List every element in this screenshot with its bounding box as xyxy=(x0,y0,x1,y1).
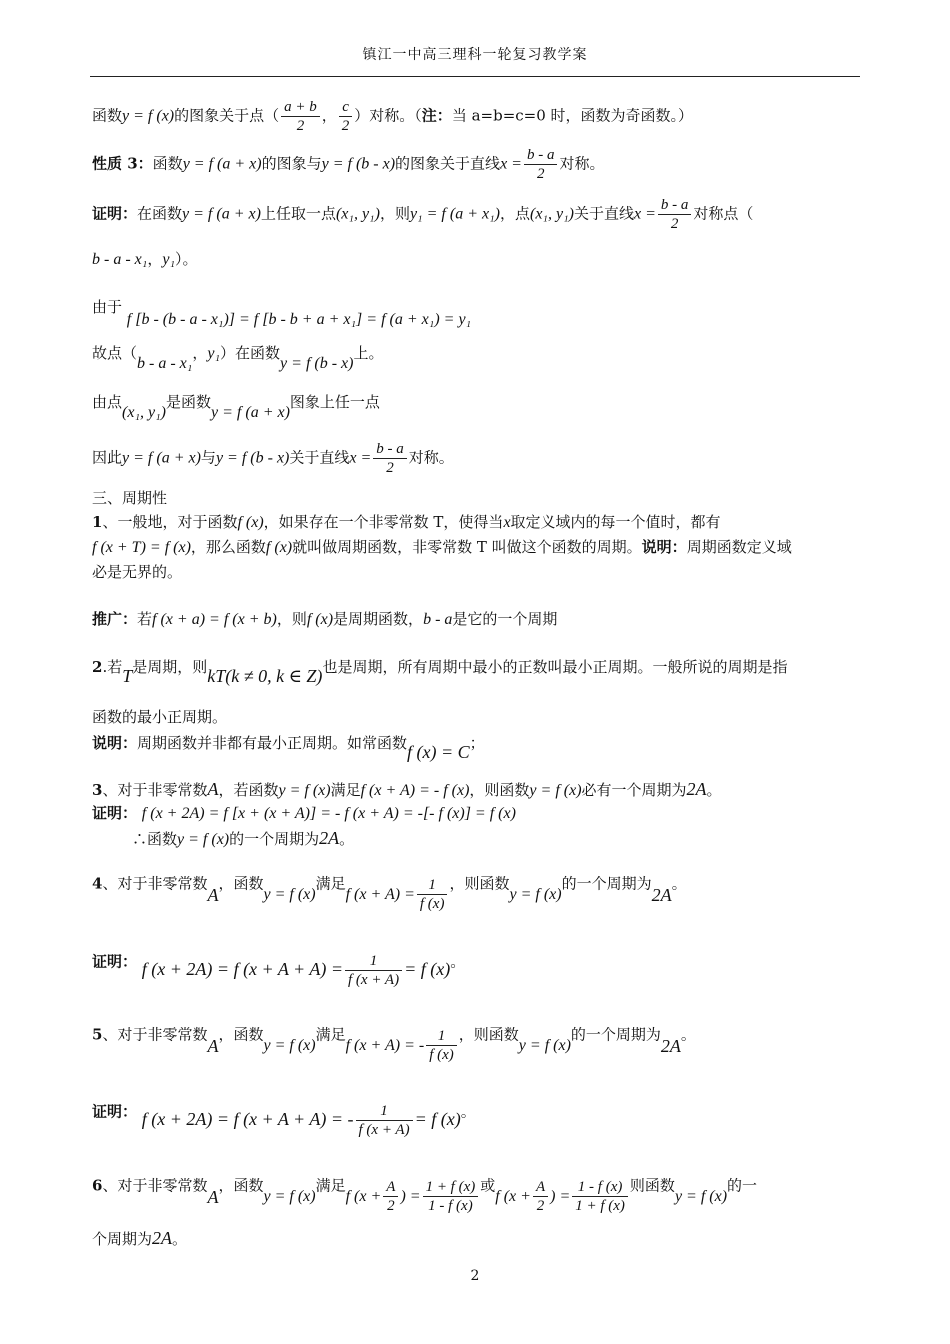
fraction: $\frac{1}{f (x + A)}$ xyxy=(345,952,402,989)
proof-line: 由于 f [b - (b - a - x₁)] = f [b - b + a + x₁] = f (a + x₁) = y₁ xyxy=(92,298,472,328)
proof-line: 证明： f (x + 2A) = f (x + A + A) = $\frac{1}{f (x + A)}$ = f (x)。 xyxy=(92,952,466,988)
definition-line: 必是无界的。 xyxy=(92,563,183,581)
item-5: 5、对于非零常数A，函数y = f (x)满足f (x + A) = - $\frac{1}{f (x)}$ ，则函数y = f (x)的一个周期为2A。 xyxy=(92,1025,696,1063)
proof-conclusion: 因此y = f (a + x)与y = f (b - x)关于直线x = $\frac{b - a}{2}$ 对称。 xyxy=(92,441,454,476)
fraction: $\frac{c}{2}$ xyxy=(339,98,353,135)
item-6: 个周期为2A。 xyxy=(92,1228,188,1248)
proof-line: 由点(x₁, y₁)是函数y = f (a + x)图象上任一点 xyxy=(92,393,380,421)
property-3: 性质 3：函数y = f (a + x)的图象与y = f (b - x)的图象关于直线x = $\frac{b - a}{2}$ 对称。 xyxy=(92,147,605,182)
fraction: $\frac{A}{2}$ xyxy=(533,1178,548,1215)
fraction: $\frac{1 - f (x)}{1 + f (x)}$ xyxy=(572,1178,628,1215)
item-2: 函数的最小正周期。 xyxy=(92,708,228,726)
fraction: $\frac{1}{f (x)}$ xyxy=(417,876,448,913)
line-symmetry-center: 函数y = f (x)的图象关于点（ $\frac{a + b}{2}$ ， $\frac{c}{2}$ ）对称。（注：当 a=b=c=0 时，函数为奇函数。） xyxy=(92,99,694,134)
generalization: 推广：若f (x + a) = f (x + b)，则f (x)是周期函数，b - a是它的一个周期 xyxy=(92,610,558,628)
fraction: $\frac{A}{2}$ xyxy=(383,1178,398,1215)
page-number: 2 xyxy=(470,1268,480,1284)
item-6: 6、对于非零常数A，函数y = f (x)满足f (x + $\frac{A}{2}$ ) = $\frac{1 + f (x)}{1 - f (x)}$ 或f (x + $\frac{A}{2}$ ) = $\frac{1 - f (x)}{1 + f (x)}$ 则函数y = f (x)的一 xyxy=(92,1176,758,1214)
fraction: $\frac{1 + f (x)}{1 - f (x)}$ xyxy=(423,1178,479,1215)
item-3: 3、对于非零常数A，若函数y = f (x)满足f (x + A) = - f (x)，则函数y = f (x)必有一个周期为2A。 xyxy=(92,779,722,799)
fraction: $\frac{b - a}{2}$ xyxy=(524,146,558,183)
proof-line: 证明： f (x + 2A) = f (x + A + A) = - $\frac{1}{f (x + A)}$ = f (x)。 xyxy=(92,1102,476,1138)
proof-line: 证明：在函数y = f (a + x)上任取一点(x₁, y₁)，则y₁ = f (a + x₁)，点(x₁, y₁)关于直线x = $\frac{b - a}{2}$ 对称点（ xyxy=(92,197,754,232)
definition-line: f (x + T) = f (x)，那么函数f (x)就叫做周期函数，非零常数 T 叫做这个函数的周期。说明：周期函数定义域 xyxy=(92,538,792,556)
proof-line: 证明： f (x + 2A) = f [x + (x + A)] = - f (x + A) = -[- f (x)] = f (x) xyxy=(92,804,516,822)
fraction: $\frac{a + b}{2}$ xyxy=(281,98,320,135)
header-rule xyxy=(90,76,860,77)
definition-line: 1、一般地，对于函数f (x)，如果存在一个非零常数 T，使得当x取定义域内的每一个值时，都有 xyxy=(92,513,721,531)
proof-line: b - a - x₁，y₁）。 xyxy=(92,250,198,268)
section-heading: 三、周期性 xyxy=(92,489,168,507)
fraction: $\frac{1}{f (x + A)}$ xyxy=(356,1102,413,1139)
proof-line: ∴函数y = f (x)的一个周期为2A。 xyxy=(132,828,355,848)
page-header: 镇江一中高三理科一轮复习教学案 xyxy=(362,47,588,63)
fraction: $\frac{b - a}{2}$ xyxy=(658,196,692,233)
item-4: 4、对于非零常数A，函数y = f (x)满足f (x + A) = $\frac{1}{f (x)}$ ，则函数y = f (x)的一个周期为2A。 xyxy=(92,874,687,912)
fraction: $\frac{1}{f (x)}$ xyxy=(426,1027,457,1064)
item-2: 2.若T是周期，则kT(k ≠ 0, k ∈ Z)也是周期，所有周期中最小的正数叫最小正周期。一般所说的周期是指 xyxy=(92,658,788,686)
note-line: 说明：周期函数并非都有最小正周期。如常函数f (x) = C； xyxy=(92,734,485,762)
proof-line: 故点（b - a - x₁，y₁）在函数y = f (b - x)上。 xyxy=(92,344,384,372)
fraction: $\frac{b - a}{2}$ xyxy=(373,440,407,477)
